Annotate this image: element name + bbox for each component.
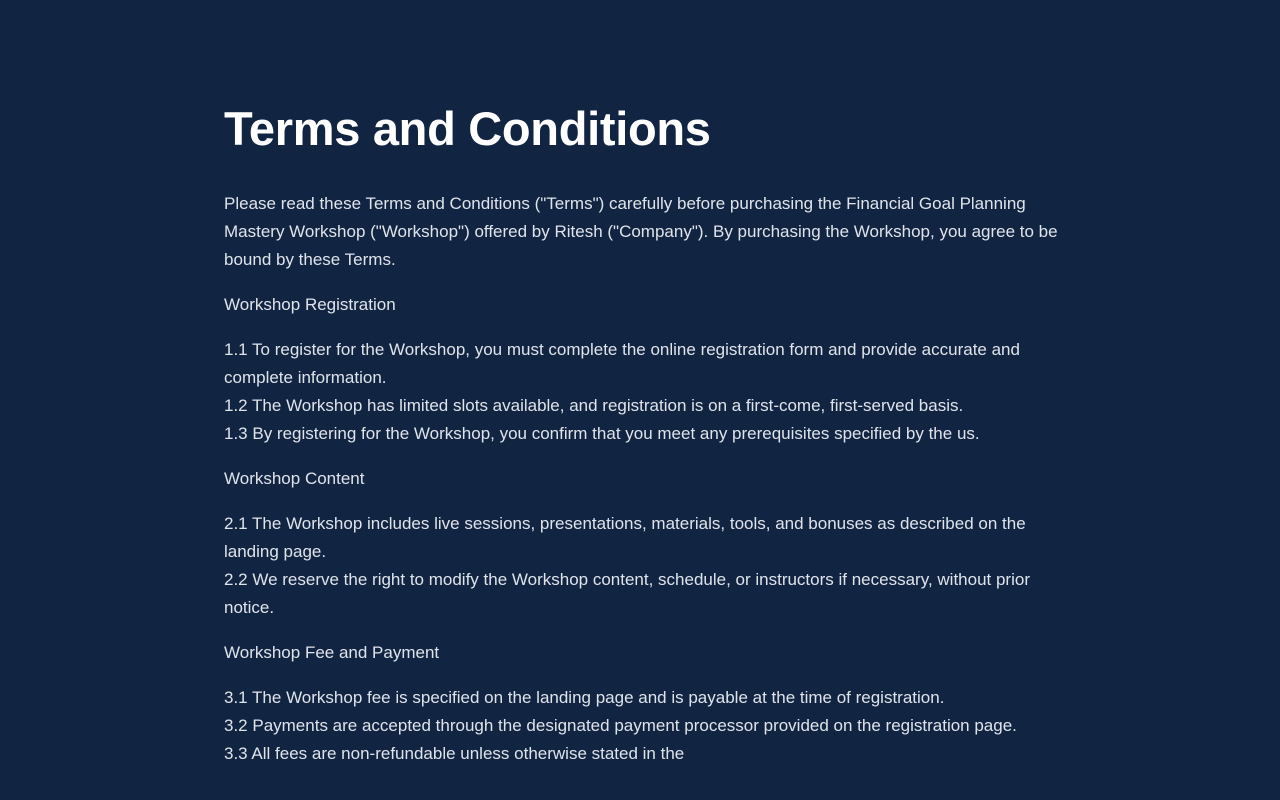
clause-1-1: 1.1 To register for the Workshop, you must complete the online registration form and provide accurate and complete information.: [224, 340, 1020, 387]
clause-2-2: 2.2 We reserve the right to modify the Workshop content, schedule, or instructors if necessary, without prior notice.: [224, 570, 1030, 617]
clause-3-1: 3.1 The Workshop fee is specified on the landing page and is payable at the time of registration.: [224, 688, 945, 707]
clause-1-3: 1.3 By registering for the Workshop, you confirm that you meet any prerequisites specified by the us.: [224, 424, 980, 443]
clause-list: [224, 510, 1064, 622]
intro-paragraph: Please read these Terms and Conditions ("Terms") carefully before purchasing the Financial Goal Planning Mastery Workshop ("Workshop") offered by Ritesh ("Company"). By purchasing the Workshop, you agree to be bound by these Terms.: [224, 194, 1058, 269]
section-fee-payment: [224, 639, 1064, 768]
terms-content: [224, 190, 1064, 785]
page-title: Terms and Conditions: [224, 102, 711, 155]
clause-2-1: 2.1 The Workshop includes live sessions, presentations, materials, tools, and bonuses as described on the landing page.: [224, 514, 1026, 561]
section-registration: [224, 291, 1064, 448]
section-content: [224, 465, 1064, 622]
clause-3-3: 3.3 All fees are non-refundable unless otherwise stated in the: [224, 744, 685, 763]
clause-3-2: 3.2 Payments are accepted through the designated payment processor provided on the registration page.: [224, 716, 1017, 735]
clause-list: [224, 684, 1064, 768]
clause-list: [224, 336, 1064, 448]
section-heading: Workshop Fee and Payment: [224, 643, 440, 662]
clause-1-2: 1.2 The Workshop has limited slots available, and registration is on a first-come, first-served basis.: [224, 396, 964, 415]
section-heading: Workshop Registration: [224, 295, 396, 314]
section-heading: Workshop Content: [224, 469, 365, 488]
